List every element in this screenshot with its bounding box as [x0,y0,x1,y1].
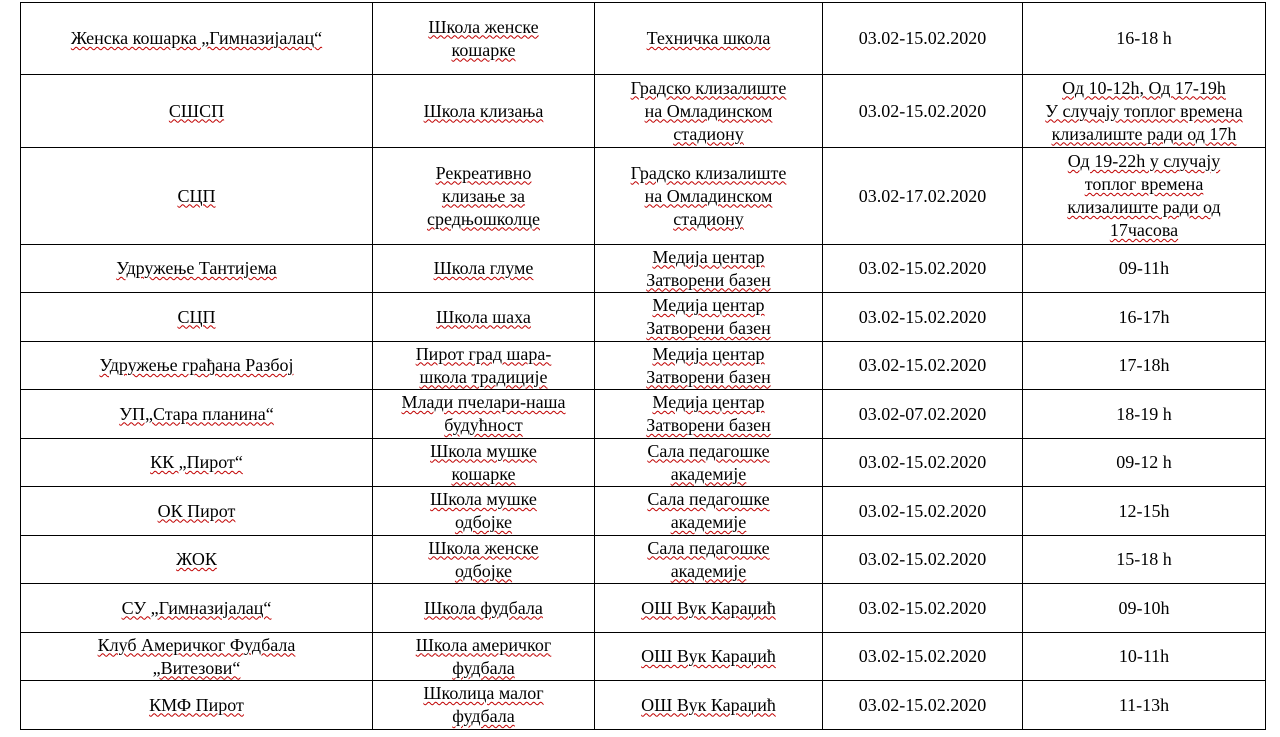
location-cell: Медија центар Затворени базен [595,390,823,439]
program-cell: Пирот град шара- школа традиције [373,342,595,390]
program-cell: Школа мушке кошарке [373,439,595,487]
organizer-cell: КК „Пирот“ [21,439,373,487]
time-cell: Од 19-22h у случају топлог времена клизалиште ради од 17часова [1023,148,1266,245]
location-cell: Медија центар Затворени базен [595,293,823,342]
program-cell: Школа женске одбојке [373,536,595,584]
table-row [21,681,1266,730]
dates-cell: 03.02-15.02.2020 [823,681,1023,730]
dates-cell: 03.02-15.02.2020 [823,3,1023,75]
program-cell: Школица малог фудбала [373,681,595,730]
organizer-cell: Удружење грађана Разбој [21,342,373,390]
time-cell: 09-11h [1023,245,1266,293]
location-cell: Техничка школа [595,3,823,75]
location-cell: ОШ Вук Караџић [595,584,823,633]
time-cell: 16-18 h [1023,3,1266,75]
time-cell: 12-15h [1023,487,1266,536]
table-row [21,75,1266,148]
location-cell: ОШ Вук Караџић [595,681,823,730]
organizer-cell: ЖОК [21,536,373,584]
dates-cell: 03.02-15.02.2020 [823,75,1023,148]
time-cell: 18-19 h [1023,390,1266,439]
dates-cell: 03.02-15.02.2020 [823,487,1023,536]
table-row [21,342,1266,390]
program-cell: Млади пчелари-наша будућност [373,390,595,439]
dates-cell: 03.02-15.02.2020 [823,536,1023,584]
time-cell: 15-18 h [1023,536,1266,584]
dates-cell: 03.02-15.02.2020 [823,342,1023,390]
organizer-cell: СЦП [21,293,373,342]
location-cell: Градско клизалиште на Омладинском стадиону [595,75,823,148]
time-cell: 11-13h [1023,681,1266,730]
location-cell: Сала педагошке академије [595,439,823,487]
location-cell: ОШ Вук Караџић [595,633,823,681]
table-row [21,584,1266,633]
table-row [21,487,1266,536]
organizer-cell: Удружење Тантијема [21,245,373,293]
dates-cell: 03.02-15.02.2020 [823,439,1023,487]
program-cell: Школа женске кошарке [373,3,595,75]
organizer-cell: Клуб Америчког Фудбала „Витезови“ [21,633,373,681]
dates-cell: 03.02-15.02.2020 [823,245,1023,293]
table-row [21,148,1266,245]
table-row [21,3,1266,75]
organizer-cell: КМФ Пирот [21,681,373,730]
location-cell: Сала педагошке академије [595,487,823,536]
time-cell: 16-17h [1023,293,1266,342]
table-row [21,633,1266,681]
table-row [21,439,1266,487]
table-row [21,536,1266,584]
location-cell: Градско клизалиште на Омладинском стадиону [595,148,823,245]
dates-cell: 03.02-07.02.2020 [823,390,1023,439]
location-cell: Сала педагошке академије [595,536,823,584]
dates-cell: 03.02-15.02.2020 [823,584,1023,633]
table-row [21,245,1266,293]
time-cell: Од 10-12h, Од 17-19h У случају топлог времена клизалиште ради од 17h [1023,75,1266,148]
time-cell: 10-11h [1023,633,1266,681]
organizer-cell: СШСП [21,75,373,148]
organizer-cell: СУ „Гимназијалац“ [21,584,373,633]
program-cell: Школа америчког фудбала [373,633,595,681]
organizer-cell: СЦП [21,148,373,245]
table-row [21,293,1266,342]
location-cell: Медија центар Затворени базен [595,342,823,390]
time-cell: 09-10h [1023,584,1266,633]
table-row [21,390,1266,439]
time-cell: 09-12 h [1023,439,1266,487]
program-cell: Школа шаха [373,293,595,342]
program-cell: Школа фудбала [373,584,595,633]
program-cell: Школа глуме [373,245,595,293]
dates-cell: 03.02-15.02.2020 [823,633,1023,681]
organizer-cell: УП„Стара планина“ [21,390,373,439]
time-cell: 17-18h [1023,342,1266,390]
organizer-cell: Женска кошарка „Гимназијалац“ [21,3,373,75]
schedule-table [20,2,1266,730]
dates-cell: 03.02-17.02.2020 [823,148,1023,245]
program-cell: Школа мушке одбојке [373,487,595,536]
dates-cell: 03.02-15.02.2020 [823,293,1023,342]
location-cell: Медија центар Затворени базен [595,245,823,293]
program-cell: Рекреативно клизање за средњошколце [373,148,595,245]
program-cell: Школа клизања [373,75,595,148]
organizer-cell: ОК Пирот [21,487,373,536]
